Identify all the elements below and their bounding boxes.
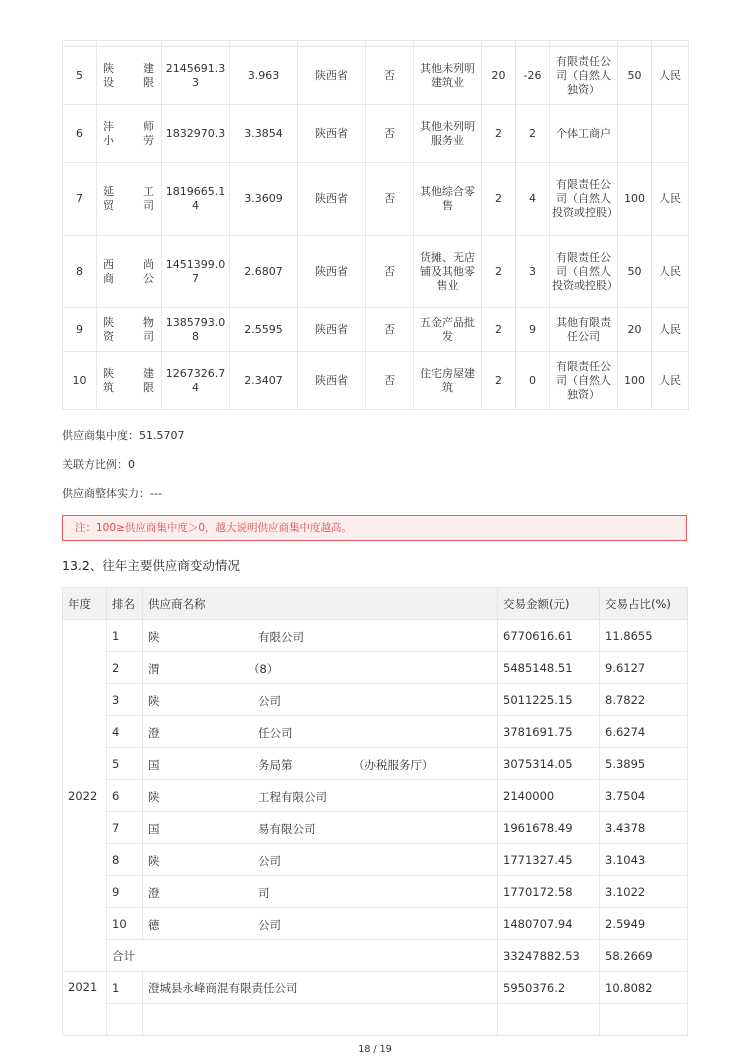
- supplier-name: 澄 任公司: [143, 716, 498, 748]
- history-supplier-table: [62, 587, 688, 1036]
- header-ratio: 交易占比(%): [600, 588, 688, 620]
- table-row: 7 国 易有限公司 1961678.49 3.4378: [63, 812, 688, 844]
- supplier-name: 国 易有限公司: [143, 812, 498, 844]
- table-row: 8 西 商 尚 公 1451399.07 2.6807 陕西省 否 货摊、无店铺及其他零售业 2 3 有限责任公司（自然人投资或控股） 50 人民: [63, 236, 689, 308]
- table-row: 9 陕 资 物 司 1385793.08 2.5595 陕西省 否 五金产品批发 2 9 其他有限责任公司 20 人民: [63, 308, 689, 352]
- amount: 1819665.14: [162, 163, 230, 236]
- table-row: 10 陕 筑 建 限 1267326.74 2.3407 陕西省 否 住宅房屋建筑 2 0 有限责任公司（自然人独资） 100 人民: [63, 352, 689, 410]
- table-row: 2021 1 澄城县永峰商混有限责任公司 5950376.2 10.8082: [63, 972, 688, 1004]
- concentration-alert: 注：100≥供应商集中度＞0，越大说明供应商集中度越高。: [62, 515, 687, 541]
- year-cell: 2021: [63, 972, 107, 1036]
- supplier-name: 西 商 尚 公: [97, 236, 162, 308]
- supplier-name: 陕 设 建 限: [97, 47, 162, 105]
- table-row: 4 澄 任公司 3781691.75 6.6274: [63, 716, 688, 748]
- header-amount: 交易金额(元): [498, 588, 600, 620]
- supplier-name: 陕 公司: [143, 844, 498, 876]
- ratio: 2.5595: [230, 308, 298, 352]
- ratio: 2.6807: [230, 236, 298, 308]
- ratio: 3.963: [230, 47, 298, 105]
- table-header-row: [63, 588, 688, 620]
- ratio: 2.3407: [230, 352, 298, 410]
- supplier-name: 澄城县永峰商混有限责任公司: [143, 972, 498, 1004]
- table-row: [63, 1004, 688, 1036]
- header-rank: 排名: [107, 588, 143, 620]
- ratio: 3.3854: [230, 105, 298, 163]
- table-row: 2 渭 （8） 5485148.51 9.6127: [63, 652, 688, 684]
- top-supplier-table: [62, 40, 689, 410]
- table-row: 7 延 贸 工 司 1819665.14 3.3609 陕西省 否 其他综合零售 2 4 有限责任公司（自然人投资或控股） 100 人民: [63, 163, 689, 236]
- total-amount: 33247882.53: [498, 940, 600, 972]
- table-row: 5 国 务局第 （办税服务厅） 3075314.05 5.3895: [63, 748, 688, 780]
- table-row: 10 德 公司 1480707.94 2.5949: [63, 908, 688, 940]
- ratio: 3.3609: [230, 163, 298, 236]
- supplier-name: 渭 （8）: [143, 652, 498, 684]
- supplier-name: 延 贸 工 司: [97, 163, 162, 236]
- supplier-name: 陕 筑 建 限: [97, 352, 162, 410]
- section-title: 13.2、往年主要供应商变动情况: [62, 558, 240, 573]
- header-name: 供应商名称: [143, 588, 498, 620]
- amount: 1451399.07: [162, 236, 230, 308]
- supplier-name: 沣 小 师 劳: [97, 105, 162, 163]
- table-row: 8 陕 公司 1771327.45 3.1043: [63, 844, 688, 876]
- table-total-row: [63, 940, 688, 972]
- table-row: 6 陕 工程有限公司 2140000 3.7504: [63, 780, 688, 812]
- supplier-strength: 供应商整体实力：---: [62, 487, 162, 500]
- total-label: 合计: [107, 940, 498, 972]
- year-cell: 2022: [63, 620, 107, 972]
- table-row: 9 澄 司 1770172.58 3.1022: [63, 876, 688, 908]
- related-party-ratio: 关联方比例：0: [62, 458, 135, 471]
- table-row: 6 沣 小 师 劳 1832970.3 3.3854 陕西省 否 其他未列明服务业 2 2 个体工商户: [63, 105, 689, 163]
- total-ratio: 58.2669: [600, 940, 688, 972]
- amount: 2145691.33: [162, 47, 230, 105]
- supplier-name: 澄 司: [143, 876, 498, 908]
- supplier-name: 陕 公司: [143, 684, 498, 716]
- table-row: 5 陕 设 建 限 2145691.33 3.963 陕西省 否 其他未列明建筑业 20 -26 有限责任公司（自然人独资） 50 人民: [63, 47, 689, 105]
- table-row: 2022 1 陕 有限公司 6770616.61 11.8655: [63, 620, 688, 652]
- amount: 1267326.74: [162, 352, 230, 410]
- amount: 1385793.08: [162, 308, 230, 352]
- header-year: 年度: [63, 588, 107, 620]
- supplier-name: 德 公司: [143, 908, 498, 940]
- supplier-name: 陕 资 物 司: [97, 308, 162, 352]
- supplier-name: 国 务局第 （办税服务厅）: [143, 748, 498, 780]
- supplier-concentration: 供应商集中度：51.5707: [62, 429, 185, 442]
- supplier-name: 陕 工程有限公司: [143, 780, 498, 812]
- table-row: 3 陕 公司 5011225.15 8.7822: [63, 684, 688, 716]
- amount: 1832970.3: [162, 105, 230, 163]
- page-number: 18 / 19: [358, 1044, 392, 1055]
- supplier-name: 陕 有限公司: [143, 620, 498, 652]
